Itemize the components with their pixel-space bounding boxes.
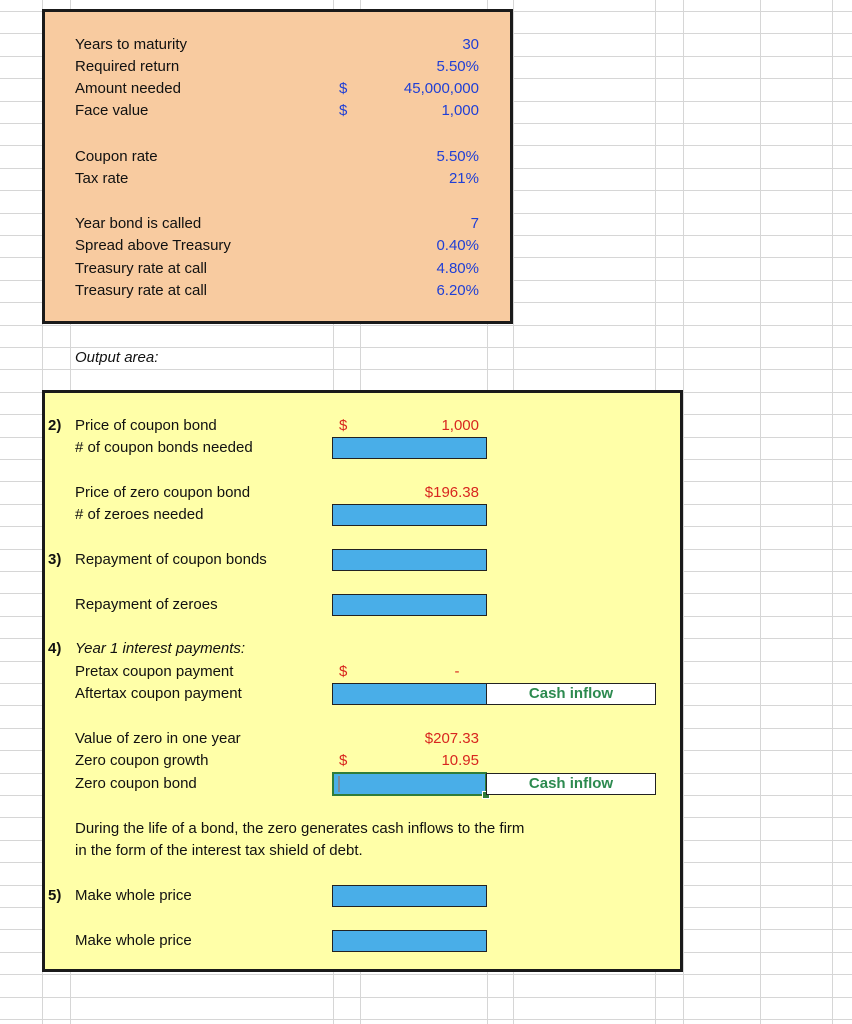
num-coupon-answer-cell[interactable] — [332, 437, 487, 459]
question-4-number: 4) — [48, 640, 62, 657]
repay-zero-label: Repayment of zeroes — [75, 596, 218, 613]
tax-rate-value[interactable]: 21% — [448, 170, 479, 187]
amount-needed-currency: $ — [339, 80, 348, 97]
amount-needed-label: Amount needed — [75, 80, 181, 97]
treasury-rate-2-value[interactable]: 6.20% — [436, 282, 479, 299]
make-whole-label-2: Make whole price — [75, 932, 192, 949]
num-zero-answer-cell[interactable] — [332, 504, 487, 526]
face-value-value[interactable]: 1,000 — [441, 102, 479, 119]
value-zero-label: Value of zero in one year — [75, 730, 241, 747]
pretax-label: Pretax coupon payment — [75, 663, 234, 680]
zero-bond-label: Zero coupon bond — [75, 775, 197, 792]
year-called-value[interactable]: 7 — [470, 215, 479, 232]
growth-value[interactable]: 10.95 — [441, 752, 479, 769]
text-cursor — [338, 776, 340, 792]
note-line-2: in the form of the interest tax shield of debt. — [75, 842, 363, 859]
repay-zero-answer-cell[interactable] — [332, 594, 487, 616]
aftertax-answer-cell[interactable] — [332, 683, 487, 705]
zero-bond-answer-cell-selected[interactable] — [332, 772, 487, 796]
make-whole-answer-cell-2[interactable] — [332, 930, 487, 952]
interest-payments-heading: Year 1 interest payments: — [75, 640, 246, 657]
price-coupon-value[interactable]: 1,000 — [441, 417, 479, 434]
cash-inflow-2[interactable]: Cash inflow — [486, 773, 656, 795]
value-zero-value[interactable]: $207.33 — [424, 730, 479, 747]
spread-label: Spread above Treasury — [75, 237, 231, 254]
repay-coupon-answer-cell[interactable] — [332, 549, 487, 571]
price-coupon-currency: $ — [339, 417, 348, 434]
required-return-value[interactable]: 5.50% — [436, 58, 479, 75]
note-line-1: During the life of a bond, the zero generates cash inflows to the firm — [75, 820, 525, 837]
question-5-number: 5) — [48, 887, 62, 904]
required-return-label: Required return — [75, 58, 180, 75]
growth-label: Zero coupon growth — [75, 752, 209, 769]
question-3-number: 3) — [48, 551, 62, 568]
coupon-rate-label: Coupon rate — [75, 148, 158, 165]
face-value-currency: $ — [339, 102, 348, 119]
price-zero-value[interactable]: $196.38 — [424, 484, 479, 501]
treasury-rate-1-label: Treasury rate at call — [75, 260, 207, 277]
spread-value[interactable]: 0.40% — [436, 237, 479, 254]
tax-rate-label: Tax rate — [75, 170, 129, 187]
years-to-maturity-label: Years to maturity — [75, 36, 187, 53]
amount-needed-value[interactable]: 45,000,000 — [403, 80, 479, 97]
year-called-label: Year bond is called — [75, 215, 202, 232]
output-area-title: Output area: — [75, 349, 159, 366]
aftertax-label: Aftertax coupon payment — [75, 685, 242, 702]
num-coupon-label: # of coupon bonds needed — [75, 439, 253, 456]
make-whole-answer-cell-1[interactable] — [332, 885, 487, 907]
pretax-currency: $ — [339, 663, 348, 680]
growth-currency: $ — [339, 752, 348, 769]
repay-coupon-label: Repayment of coupon bonds — [75, 551, 267, 568]
price-zero-label: Price of zero coupon bond — [75, 484, 251, 501]
face-value-label: Face value — [75, 102, 149, 119]
coupon-rate-value[interactable]: 5.50% — [436, 148, 479, 165]
question-2-number: 2) — [48, 417, 62, 434]
years-to-maturity-value[interactable]: 30 — [462, 36, 479, 53]
treasury-rate-1-value[interactable]: 4.80% — [436, 260, 479, 277]
make-whole-label-1: Make whole price — [75, 887, 192, 904]
pretax-value[interactable]: - — [454, 663, 460, 680]
price-coupon-label: Price of coupon bond — [75, 417, 217, 434]
treasury-rate-2-label: Treasury rate at call — [75, 282, 207, 299]
num-zero-label: # of zeroes needed — [75, 506, 204, 523]
cash-inflow-1[interactable]: Cash inflow — [486, 683, 656, 705]
